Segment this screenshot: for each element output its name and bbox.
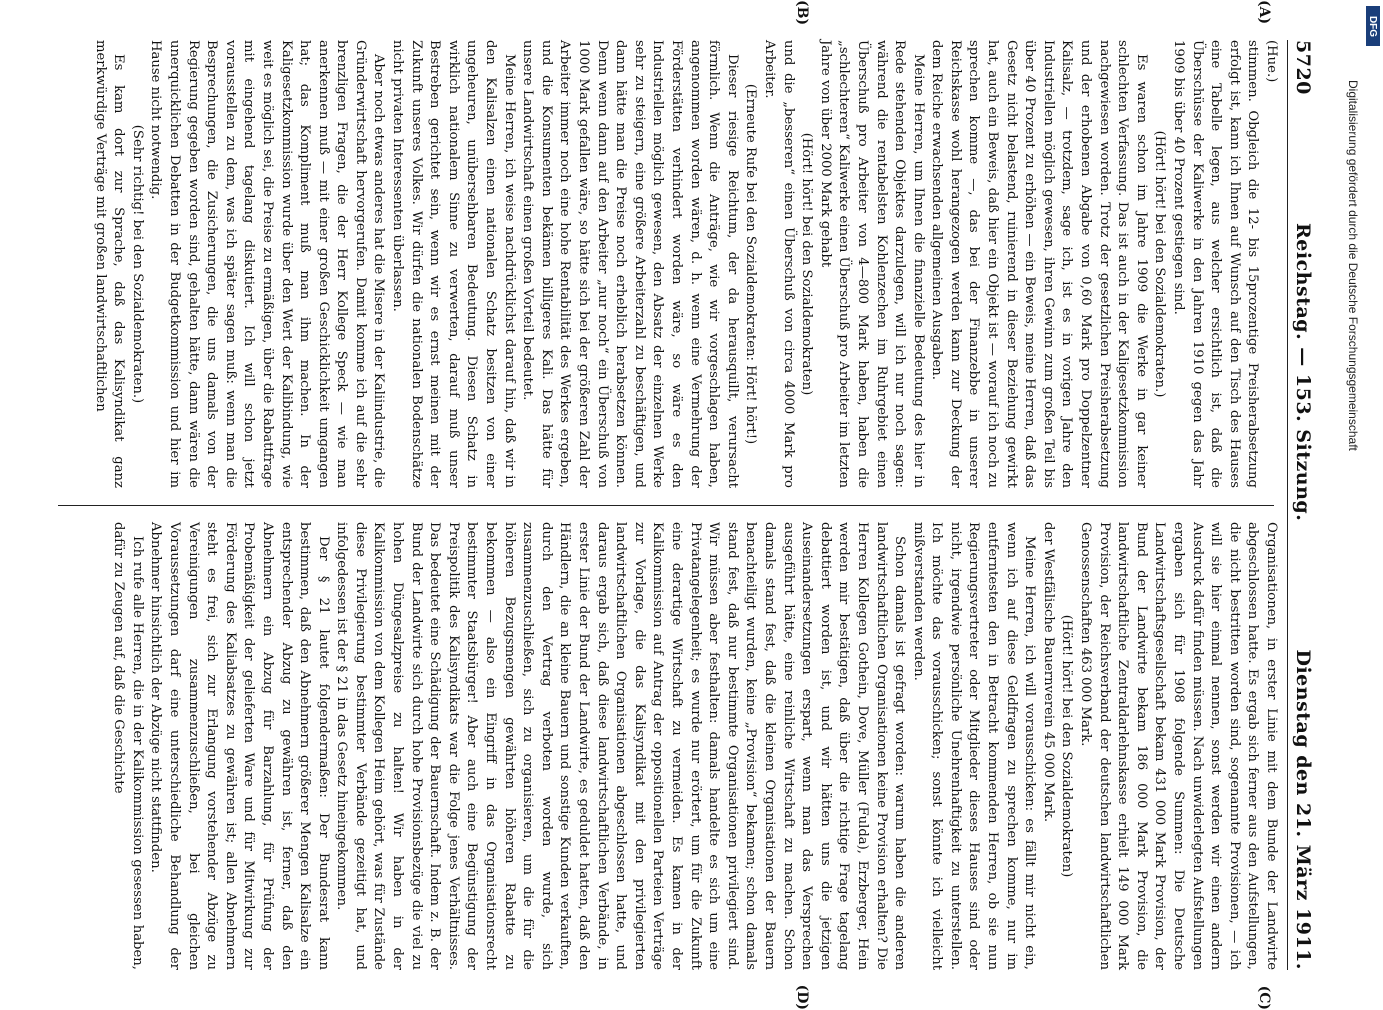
interjection: (Sehr richtig! bei den Sozialdemokraten.) <box>129 124 145 404</box>
paragraph: Schon damals ist gefragt worden: warum haben die anderen landwirtschaftlichen Organisationen keine Provision erhalten? Die Herren Kollegen Gothein, Dove, Müller (Fulda), Erzberger, Hein werden mir bestätigen, daß über die richtige Frage tagelang debattiert worden ist, und wir hätten uns die jetzigen Auseinandersetzungen erspart, wenn man das Versprechen ausgeführt hätte, eine reinliche Wirtschaft zu machen. Schon damals stand fest, daß die kleinen Organisationen der Bauern benachteiligt wurden, keine „Provision“ bekamen; schon damals stand fest, daß nur bestimmte Organisationen privilegiert sind. Wir müssen aber festhalten: damals handelte es sich um eine Privatangelegenheit; es wurde nur erörtert, um für die Zukunft eine derartige Wirtschaft zu vermeiden. Es kamen in der Kalikommission auf Antrag der oppositionellen Parteien Verträge zur Vorlage, die das Kalisyndikat mit den privilegierten landwirtschaftlichen Organisationen abgeschlossen hatte, und daraus ergab sich, daß diese landwirtschaftlichen Verbände, in erster Linie der Bund der Landwirte, es geduldet hatten, daß den Händlern, die an kleine Bauern und sonstige Kunden verkauften, durch den Vertrag verboten worden wurde, sich zusammenzuschließen, sich zu organisieren, um die für die höheren Bezugsmengen gewährten höheren Rabatte zu bekommen — also ein Eingriff in das Organisationsrecht bestimmter Staatsbürger! Aber auch eine Begünstigung der Preispolitik des Kalisyndikats war die Folge jenes Verhältnisses. Das bedeutet eine Schädigung der Bauernschaft. Indem z. B. der Bund der Landwirte sich durch hohe Provisionsbezüge die viel zu hohen Düngesalzpreise zu halten! Wir haben in der Kalikommission von dem Kollegen Heim gehört, was für Zustände diese Privilegierung bestimmter Verbände gezeitigt hat, und infolgedessen ist der § 21 in das Gesetz hineingekommen. <box>334 522 908 970</box>
interjection: (Hört! hört! bei den Sozialdemokraten.) <box>1152 130 1168 398</box>
digitization-credit: Digitalisierung gefördert durch die Deutsche Forschungsgemeinschaft <box>1346 80 1360 451</box>
paragraph: Dieser riesige Reichtum, der da herausquillt, verursacht förmlich. Wenn die Anträge, wie wir vorgeschlagen haben, angenommen worden wären, d. h. wenn eine Vermehrung der Förderstätten verhindert worden wäre, so wäre es den Industriellen möglich gewesen, den Absatz der einzelnen Werke sehr zu steigern, eine größere Arbeiterzahl zu beschäftigen, und dann hätte man die Preise noch erheblich herabsetzen können. Denn wenn dann auf den Arbeiter „nur noch“ ein Überschuß von 1000 Mark gefallen wäre, so hätte sich bei der größeren Zahl der Arbeiter immer noch eine hohe Rentabilität des Werkes ergeben, und die Konsumenten bekämen billigeres Kali. Das hätte für unsere Landwirtschaft einen großen Vorteil bedeutet. <box>520 40 740 488</box>
right-column <box>58 522 1280 970</box>
margin-mark-c: (C) <box>1256 985 1272 1010</box>
interjection: (Erneute Rufe bei den Sozialdemokraten: Hört! hört!) <box>743 83 759 445</box>
session-title: Reichstag. — 153. Sitzung. <box>1292 223 1314 522</box>
margin-mark-b: (B) <box>794 0 810 26</box>
paragraph: Aber noch etwas anderes hat die Misere in der Kaliindustrie, die Gründerwirtschaft hervorgerufen. Damit komme ich auf die sehr brenzligen Fragen, die der Herr Kollege Speck — wie man anerkennen muß — mit einer großen Geschicklichkeit umgangen hat; das Kompliment muß man ihm machen. In der Kaligesetzkommission wurde über den Wert der Kalibindung, wie weit es möglich sei, die Preise zu ermäßigen, über die Rabattfrage mit eingehend tagelang diskutiert. Ich will schon jetzt vorausstellen zu dem, was ich später sagen muß: wenn man die Besprechungen, die Zusicherungen, die uns damals von der Regierung gegeben worden sind, gehalten hätte, dann wären die unerquicklichen Debatten in der Budgetkommission und hier im Hause nicht notwendig. <box>148 40 387 488</box>
page-number: 5720 <box>1292 40 1314 95</box>
paragraph: stimmen. Obgleich die 12- bis 15prozentige Preisherabsetzung erfolgt ist, kann ich Ihnen auf Wunsch auf den Tisch des Hauses eine Tabelle legen, aus welcher ersichtlich ist, daß die Überschüsse der Kaliwerke in den Jahren 1910 gegen das Jahr 1909 bis über 40 Prozent gestiegen sind. <box>1171 40 1261 488</box>
session-date: Dienstag den 21. März 1911. <box>1292 649 1314 970</box>
interjection: (Hört! hört! bei den Sozialdemokraten) <box>799 132 815 396</box>
page-header <box>1292 40 1328 970</box>
rotated-page <box>58 0 1328 1010</box>
text-columns <box>58 0 1280 1010</box>
paragraph: Der § 21 lautet folgendermaßen: Der Bundesrat kann bestimmen, daß den Abnehmern größerer Mengen Kalisalze ein entsprechender Abzug zu gewähren ist, ferner, daß den Abnehmern ein Abzug für Barzahlung, für Prüfung der Probemäßigkeit der gelieferten Ware und für Mitwirkung zur Förderung des Kaliabsatzes zu gewähren ist; allen Abnehmern steht es frei, sich zur Erlangung vorstehender Abzüge zu Vereinigungen zusammenzuschließen, bei gleichen Voraussetzungen darf eine unterschiedliche Behandlung der Abnehmer hinsichtlich der Abzüge nicht stattfinden. <box>148 522 331 970</box>
paragraph: Es kam dort zur Sprache, daß das Kalisyndikat ganz merkwürdige Verträge mit großen landwirtschaftlichen <box>92 40 127 488</box>
margin-mark-a: (A) <box>1256 0 1272 25</box>
dfg-logo-text: DFG <box>1367 15 1379 37</box>
paragraph: der Westfälische Bauernverein 45 000 Mark. <box>1040 522 1056 823</box>
paragraph: Meine Herren, um Ihnen die finanzielle Bedeutung des hier in Rede stehenden Objektes darzulegen, will ich nur noch sagen: während die rentabelsten Kohlenzechen im Ruhrgebiet einen Überschuß pro Arbeiter von 4—800 Mark haben, haben die „schlechteren“ Kaliwerke einen Überschuß pro Arbeiter im letzten Jahre von über 2000 Mark gehabt <box>817 40 926 488</box>
margin-mark-d: (D) <box>794 984 810 1010</box>
interjection: (Hört! hört! bei den Sozialdemokraten) <box>1059 614 1075 878</box>
column-divider <box>58 505 1274 506</box>
paragraph: Meine Herren, ich will vorausschicken: es fällt mir nicht ein, wenn ich auf diese Geldfragen zu sprechen komme, nur im entferntesten den in Betracht kommenden Herren, ob sie nun Regierungsvertreter oder Mitglieder dieses Hauses sind oder nicht, irgendwie persönliche Unehrenhaftigkeit zu unterstellen. Ich möchte das vorausschicken; sonst könnte ich vielleicht mißverstanden werden. <box>910 522 1038 970</box>
paragraph: Meine Herren, ich weise nachdrücklichst darauf hin, daß wir in den Kalisalzen einen nationalen Schatz besitzen von einer ungeheuren, unübersehbaren Bedeutung. Diesen Schatz in wirklich nationalem Sinne zu verwerten, darauf muß unser Bestreben gerichtet sein, wenn wir es ernst meinen mit der Zukunft unseres Volkes. Wir dürfen die nationalen Bodenschätze nicht privaten Interessenten überlassen. <box>390 40 517 488</box>
header-rule <box>1287 40 1288 970</box>
speaker-marker: (Hue.) <box>1264 40 1279 83</box>
paragraph: Es waren schon im Jahre 1909 die Werke in gar keiner schlechten Verfassung. Das ist auch in der Kaligesetzkommission nachgewiesen worden. Trotz der gesetzlichen Preisherabsetzung und der erhobenen Abgabe von 0,60 Mark pro Doppelzentner Kalisalz, — trotzdem, sage ich, ist es in vorigen Jahre den Industriellen möglich gewesen, ihren Gewinn zum großen Teil bis über 40 Prozent zu erhöhen — ein Beweis, meine Herren, daß das Gesetz nicht belastend, ruinierend in dieser Beziehung gewirkt hat, auch ein Beweis, daß hier ein Objekt ist — worauf ich noch zu sprechen komme —, das bei der Finanzebbe in unserer Reichskasse wohl herangezogen werden kann zur Deckung der dem Reiche erwachsenden allgemeinen Ausgaben. <box>929 40 1149 488</box>
paragraph: Organisationen, in erster Linie mit dem Bunde der Landwirte abgeschlossen hatte. Es ergab sich ferner aus den Aufstellungen, die nicht bestritten worden sind, sogenannte Provisionen, — ich will sie hier einmal nennen, sonst werden wir einen andern Ausdruck dafür finden müssen. Nach unwiderlegten Aufstellungen ergaben sich für 1908 folgende Summen: Die Deutsche Landwirtschaftsgesellschaft bekam 431 000 Mark Provision, der Bund der Landwirte bekam 186 000 Mark Provision, die landwirtschaftliche Zentraldarlehnskasse erhielt 149 000 Mark Provision, der Reichsverband der deutschen landwirtschaftlichen Genossenschaften 463 000 Mark. <box>1078 522 1279 970</box>
dfg-logo <box>1366 6 1380 46</box>
left-column <box>58 40 1280 488</box>
paragraph: und die „besseren“ einen Überschuß von circa 4000 Mark pro Arbeiter. <box>761 40 796 488</box>
paragraph: Ich rufe alle Herren, die in der Kalikommission gesessen haben, dafür zu Zeugen auf, daß die Geschichte <box>111 522 145 970</box>
